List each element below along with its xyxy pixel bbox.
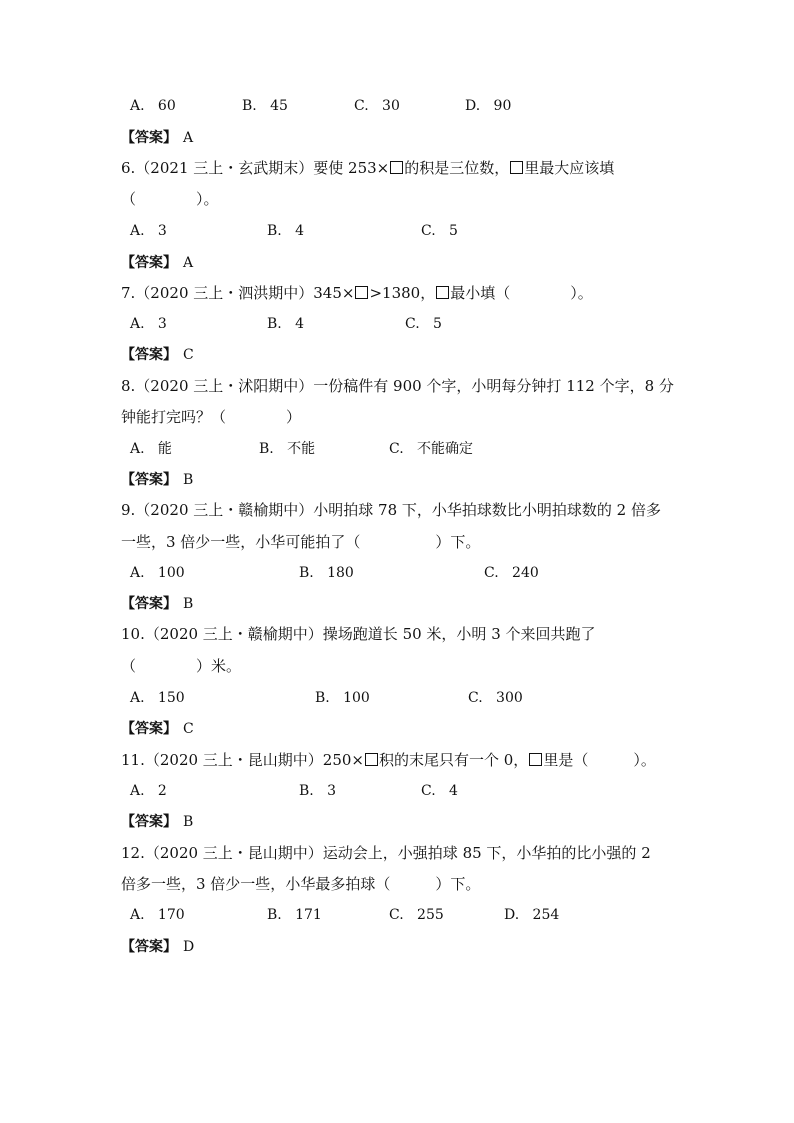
q5-option-d: D. 90 <box>465 98 512 114</box>
q9-line-2: 一些，3 倍少一些，小华可能拍了（ ）下。 <box>121 533 481 551</box>
q5-option-c: C. 30 <box>354 98 400 114</box>
q7-line-1: 7.（2020 三上・泗洪期中）345× >1380， 最小填（ ）。 <box>121 284 593 302</box>
q6-option-b: B. 4 <box>267 223 305 239</box>
q11-line-1: 11.（2020 三上・昆山期中）250× 积的末尾只有一个 0， 里是（ ）。 <box>121 751 656 769</box>
q12-option-d: D. 254 <box>504 907 560 923</box>
answer-value: A <box>183 130 194 146</box>
q6-answer <box>121 253 193 273</box>
blank-box <box>436 286 449 299</box>
blank-box <box>510 161 523 174</box>
blank-box <box>529 753 542 766</box>
q10-option-c: C. 300 <box>468 690 523 706</box>
q9-option-a: A. 100 <box>130 565 185 581</box>
q12-answer <box>121 937 194 957</box>
q6-line-2: （ ）。 <box>121 190 219 208</box>
q11-option-a: A. 2 <box>130 783 167 799</box>
q7-answer <box>121 345 194 365</box>
q11-answer <box>121 812 193 832</box>
q8-option-a: A. 能 <box>130 441 172 457</box>
answer-value: B <box>183 814 194 830</box>
q9-options <box>130 563 730 583</box>
q12-options <box>130 905 730 925</box>
q12-option-a: A. 170 <box>130 907 185 923</box>
q10-line-2: （ ）米。 <box>121 657 242 675</box>
q8-option-b: B. 不能 <box>259 441 316 457</box>
q10-line-1: 10.（2020 三上・赣榆期中）操场跑道长 50 米，小明 3 个来回共跑了 <box>121 625 596 643</box>
blank-box <box>355 286 368 299</box>
q8-option-c: C. 不能确定 <box>389 441 474 457</box>
answer-value: B <box>183 596 194 612</box>
answer-label: 【答案】 <box>121 721 177 737</box>
q10-option-b: B. 100 <box>315 690 370 706</box>
q12-line-1: 12.（2020 三上・昆山期中）运动会上，小强拍球 85 下，小华拍的比小强的 2 <box>121 844 651 862</box>
q11-option-b: B. 3 <box>299 783 337 799</box>
q12-line-2: 倍多一些，3 倍少一些，小华最多拍球（ ）下。 <box>121 875 481 893</box>
blank-box <box>365 753 378 766</box>
q7-option-b: B. 4 <box>267 316 305 332</box>
q10-answer <box>121 719 194 739</box>
answer-label: 【答案】 <box>121 255 177 271</box>
answer-value: C <box>183 347 194 363</box>
q12-option-b: B. 171 <box>267 907 322 923</box>
q5-option-a: A. 60 <box>130 98 176 114</box>
q6-line-1: 6.（2021 三上・玄武期末）要使 253× 的积是三位数， 里最大应该填 <box>121 159 615 177</box>
q9-option-b: B. 180 <box>299 565 354 581</box>
q11-options <box>130 781 730 801</box>
answer-value: C <box>183 721 194 737</box>
q9-answer <box>121 594 193 614</box>
q8-options <box>130 439 730 459</box>
q6-options <box>130 221 730 241</box>
answer-value: B <box>183 472 194 488</box>
q10-options <box>130 688 730 708</box>
q8-line-1: 8.（2020 三上・沭阳期中）一份稿件有 900 个字，小明每分钟打 112 个字，8 分 <box>121 377 674 395</box>
blank-box <box>390 161 403 174</box>
answer-label: 【答案】 <box>121 130 177 146</box>
q7-options <box>130 314 730 334</box>
q5-option-b: B. 45 <box>242 98 288 114</box>
q8-line-2: 钟能打完吗？（ ） <box>121 408 302 426</box>
answer-label: 【答案】 <box>121 596 177 612</box>
q6-option-c: C. 5 <box>421 223 458 239</box>
answer-label: 【答案】 <box>121 939 177 955</box>
q10-option-a: A. 150 <box>130 690 185 706</box>
q7-option-a: A. 3 <box>130 316 167 332</box>
answer-label: 【答案】 <box>121 472 177 488</box>
q5-answer <box>121 128 193 148</box>
answer-value: D <box>183 939 195 955</box>
q12-option-c: C. 255 <box>389 907 444 923</box>
q9-option-c: C. 240 <box>484 565 539 581</box>
answer-label: 【答案】 <box>121 347 177 363</box>
answer-label: 【答案】 <box>121 814 177 830</box>
q7-option-c: C. 5 <box>405 316 442 332</box>
q9-line-1: 9.（2020 三上・赣榆期中）小明拍球 78 下，小华拍球数比小明拍球数的 2 倍多 <box>121 501 661 519</box>
q8-answer <box>121 470 193 490</box>
q5-options <box>130 96 730 116</box>
q6-option-a: A. 3 <box>130 223 167 239</box>
q11-option-c: C. 4 <box>421 783 458 799</box>
answer-value: A <box>183 255 194 271</box>
